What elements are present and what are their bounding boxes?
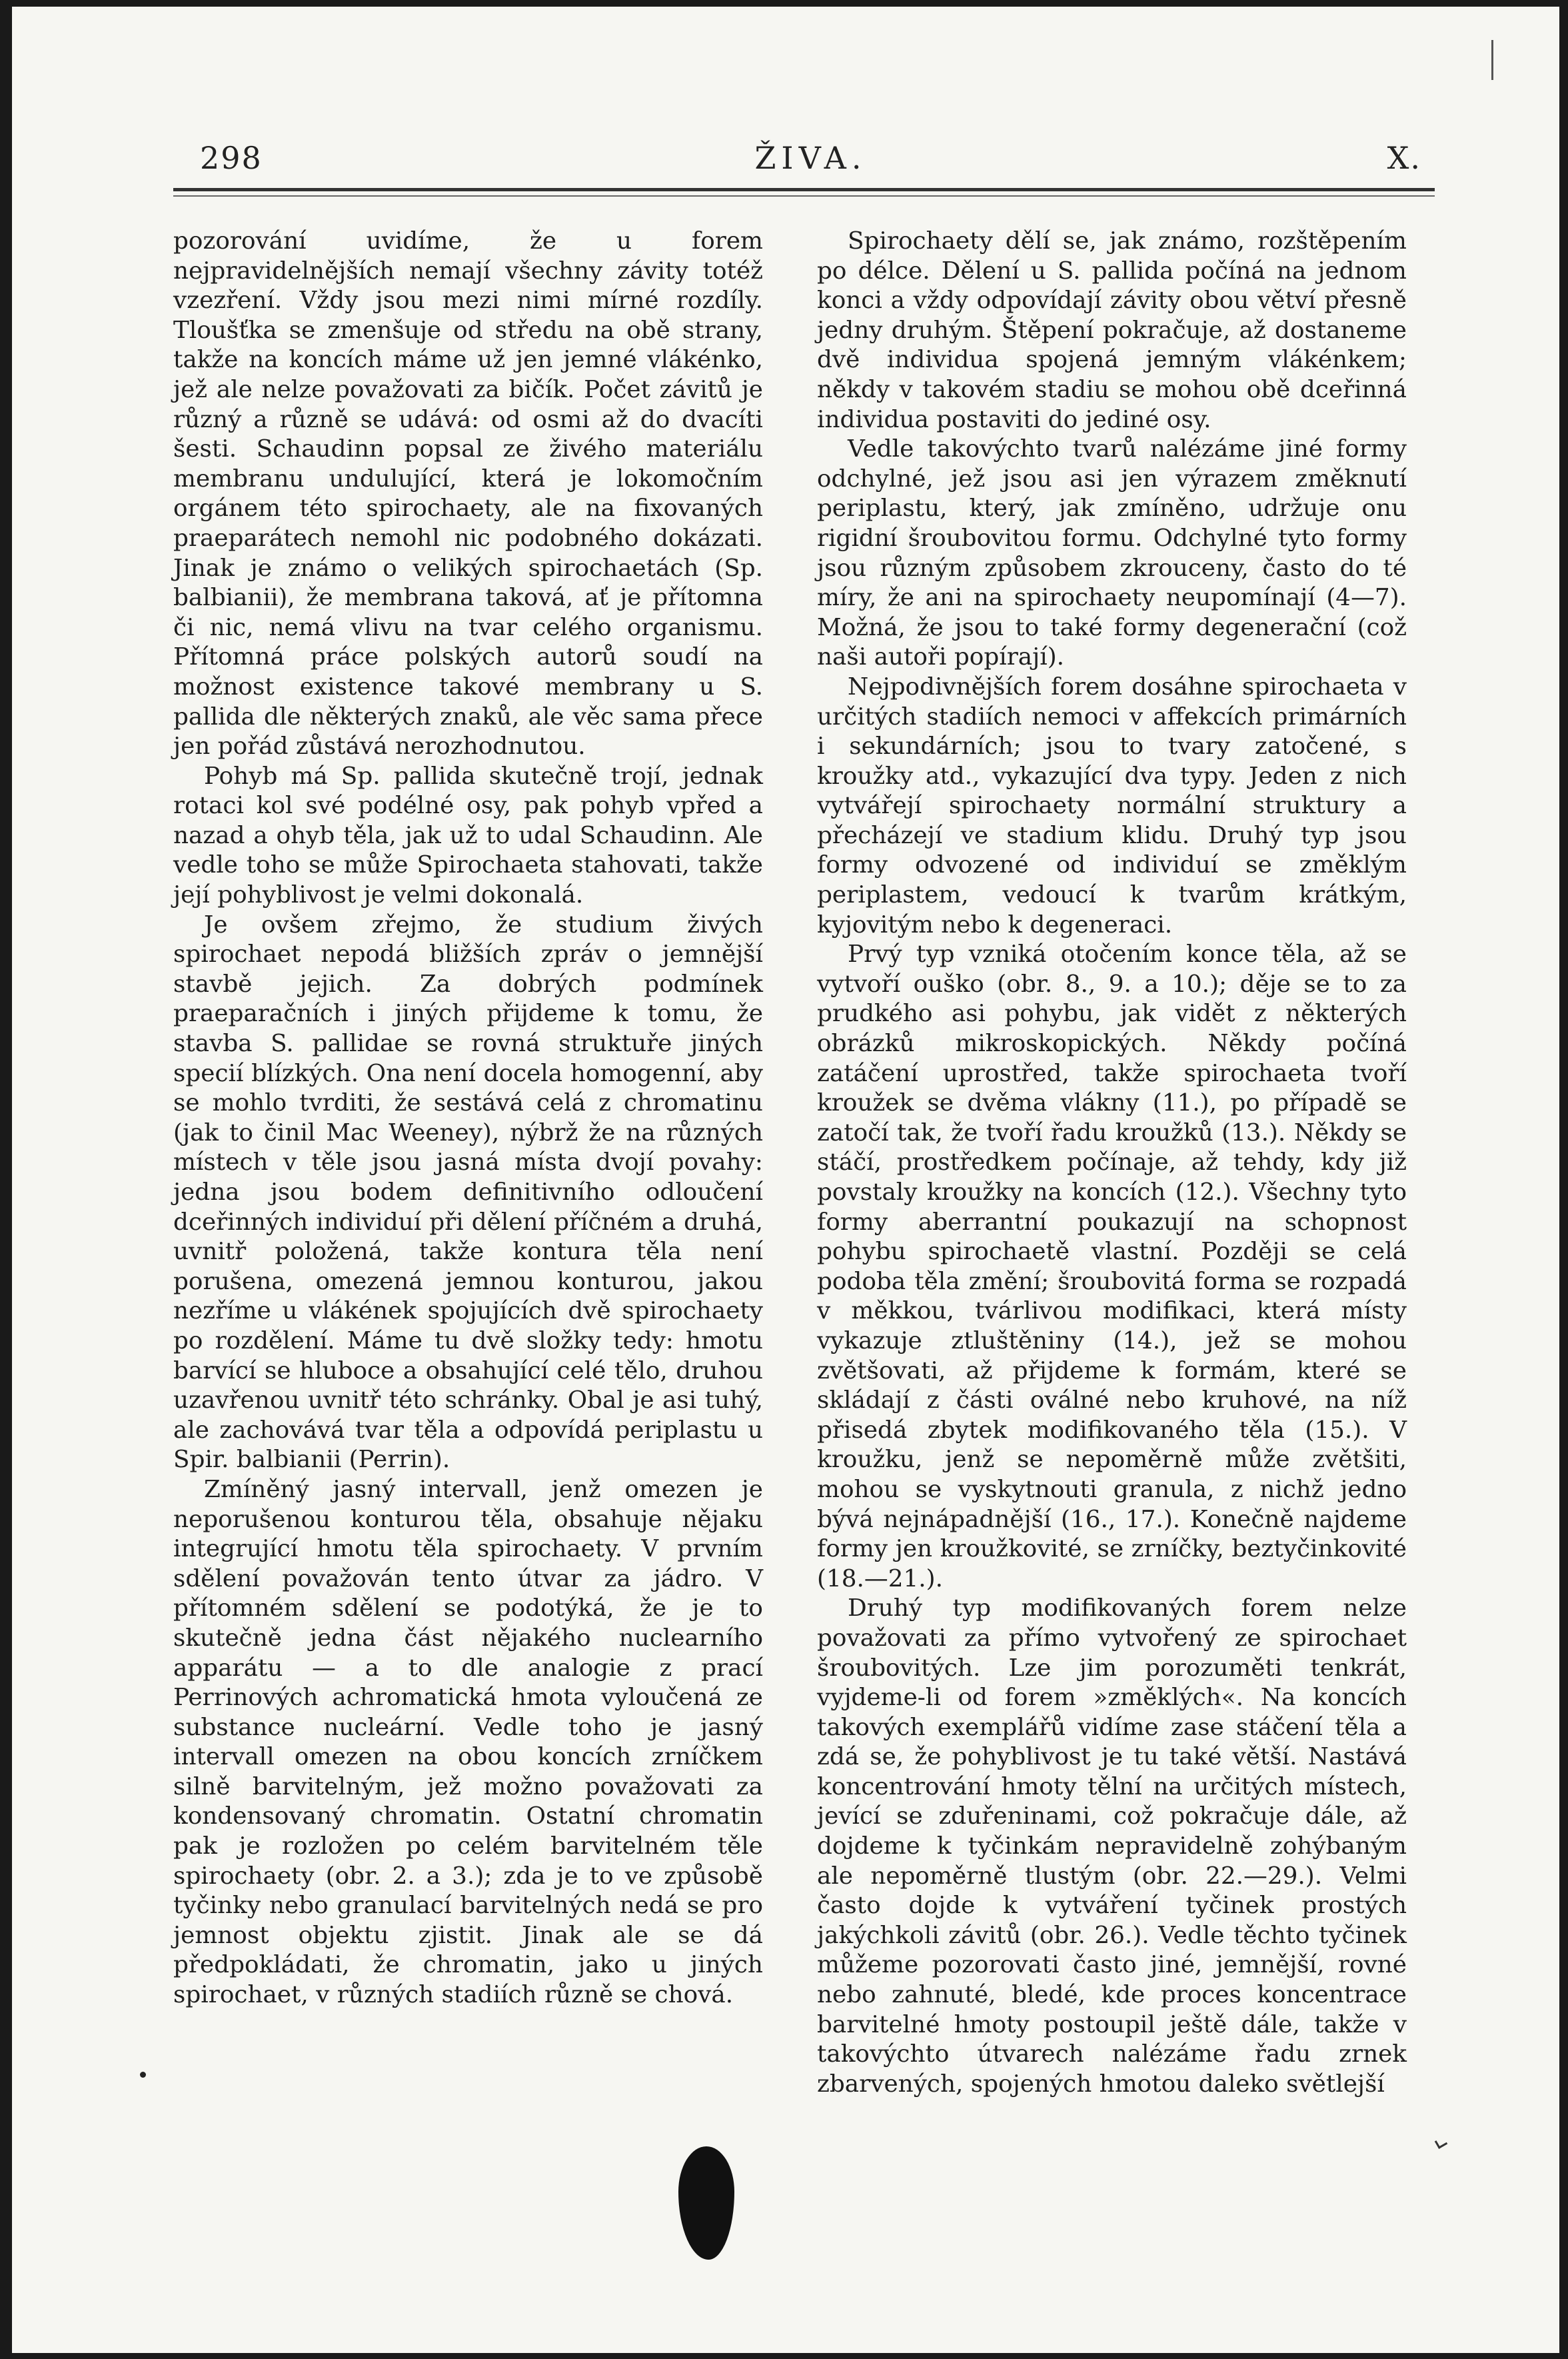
paragraph: Prvý typ vzniká otočením konce těla, až se vytvoří ouško (obr. 8., 9. a 10.); děje se to za prudkého asi pohybu, jak vidět z některých obrázků mikroskopických. Někdy počíná zatáčení uprostřed, takže spirochaeta tvoří kroužek se dvěma vlákny (11.), po případě se zatočí tak, že tvoří řadu kroužků (13.). Někdy se stáčí, prostředkem počínaje, až tehdy, kdy již povstaly kroužky na koncích (12.). Všechny tyto formy aberrantní poukazují na schopnost pohybu spirochaetě vlastní. Později se celá podoba těla změní; šroubovitá forma se rozpadá v měkkou, tvárlivou modifikaci, která místy vykazuje ztluštěniny (14.), jež se mohou zvětšovati, až přijdeme k formám, které se skládají z části oválné nebo kruhové, na níž přisedá zbytek modifikovaného těla (15.). V kroužku, jenž se nepoměrně může zvětšiti, mohou se vyskytnouti granula, z nichž jedno bývá nejnápadnější (16., 17.). Konečně najdeme formy jen kroužkovité, se zrníčky, beztyčinkovité (18.—21.). <box>817 941 1407 1592</box>
paragraph: Zmíněný jasný intervall, jenž omezen je neporušenou konturou těla, obsahuje nějaku integrující hmotu těla spirochaety. V prvním sdělení považován tento útvar za jádro. V přítomném sdělení se podotýká, že je to skutečně jedna část nějakého nuclearního apparátu — a to dle analogie z prací Perrinových achromatická hmota vyloučená ze substance nucleární. Vedle toho je jasný intervall omezen na obou koncích zrníčkem silně barvitelným, jež možno považovati za kondensovaný chromatin. Ostatní chromatin pak je rozložen po celém barvitelném těle spirochaety (obr. 2. a 3.); zda je to ve způsobě tyčinky nebo granulací barvitelných nedá se pro jemnost objektu zjistit. Jinak ale se dá předpokládati, že chromatin, jako u jiných spirochaet, v různých stadiích různě se chová. <box>173 1475 763 2009</box>
edge-mark <box>1491 40 1493 80</box>
paragraph: pozorování uvidíme, že u forem nejpravidelnějších nemají všechny závity totéž vzezření. Vždy jsou mezi nimi mírné rozdíly. Tloušťka se zmenšuje od středu na obě strany, takže na koncích máme už jen jemné vlákénko, jež ale nelze považovati za bičík. Počet závitů je různý a různě se udává: od osmi až do dvacíti šesti. Schaudinn popsal ze živého materiálu membranu undulující, která je lokomočním orgánem této spirochaety, ale na fixovaných praeparátech nemohl nic podobného dokázati. Jinak je známo o velikých spirochaetách (Sp. balbianii), že membrana taková, ať je přítomna či nic, nemá vlivu na tvar celého organismu. Přítomná práce polských autorů soudí na možnost existence takové membrany u S. pallida dle některých znaků, ale věc sama přece jen pořád zůstává nerozhodnutou. <box>173 227 763 761</box>
volume-number: X. <box>1387 140 1421 176</box>
header-rule-thin <box>173 195 1435 197</box>
running-header <box>200 140 1421 193</box>
page-number: 298 <box>200 140 263 176</box>
paragraph: Vedle takovýchto tvarů nalézáme jiné formy odchylné, jež jsou asi jen výrazem změknutí periplastu, který, jak zmíněno, udržuje onu rigidní šroubovitou formu. Odchylné tyto formy jsou různým způsobem zkrouceny, často do té míry, že ani na spirochaety neupomínají (4—7). Možná, že jsou to také formy degenerační (což naši autoři popírají). <box>817 435 1407 671</box>
paragraph: Je ovšem zřejmo, že studium živých spirochaet nepodá bližších zpráv o jemnější stavbě jejich. Za dobrých podmínek praeparačních i jiných přijdeme k tomu, že stavba S. pallidae se rovná struktuře jiných specií blízkých. Ona není docela homogenní, aby se mohlo tvrditi, že sestává celá z chromatinu (jak to činil Mac Weeney), nýbrž že na různých místech v těle jsou jasná místa dvojí povahy: jedna jsou bodem definitivního odloučení dceřinných individuí při dělení příčném a druhá, uvnitř položená, takže kontura těla není porušena, omezená jemnou konturou, jakou nezříme u vlákének spojujících dvě spirochaety po rozdělení. Máme tu dvě složky tedy: hmotu barvící se hluboce a obsahující celé tělo, druhou uzavřenou uvnitř této schránky. Obal je asi tuhý, ale zachovává tvar těla a odpovídá periplastu u Spir. balbianii (Perrin). <box>173 911 763 1474</box>
header-rule-thick <box>173 188 1435 191</box>
journal-title: ŽIVA. <box>754 140 867 176</box>
right-column <box>817 227 1407 2099</box>
left-column <box>173 227 763 2010</box>
paragraph: Druhý typ modifikovaných forem nelze považovati za přímo vytvořený ze spirochaet šroubovitých. Lze jim porozuměti tenkrát, vyjdeme-li od forem »změklých«. Na koncích takových exemplářů vidíme zase stáčení těla a zdá se, že pohyblivost je tu také větší. Nastává koncentrování hmoty tělní na určitých místech, jevící se zduřeninami, což pokračuje dále, až dojdeme k tyčinkám nepravidelně zohýbaným ale nepoměrně tlustým (obr. 22.—29.). Velmi často dojde k vytváření tyčinek prostých jakýchkoli závitů (obr. 26.). Vedle těchto tyčinek můžeme pozorovati často jiné, jemnější, rovné nebo zahnuté, bledé, kde proces koncentrace barvitelné hmoty postoupil ještě dále, takže v takovýchto útvarech nalézáme řadu zrnek zbarvených, spojených hmotou daleko světlejší <box>817 1594 1407 2098</box>
margin-dot <box>140 2072 146 2078</box>
paragraph: Pohyb má Sp. pallida skutečně trojí, jednak rotaci kol své podélné osy, pak pohyb vpřed a nazad a ohyb těla, jak už to udal Schaudinn. Ale vedle toho se může Spirochaeta stahovati, takže její pohyblivost je velmi dokonalá. <box>173 762 763 909</box>
paragraph: Nejpodivnějších forem dosáhne spirochaeta v určitých stadiích nemoci v affekcích primárních i sekundárních; jsou to tvary zatočené, s kroužky atd., vykazující dva typy. Jeden z nich vytvářejí spirochaety normální struktury a přecházejí ve stadium klidu. Druhý typ jsou formy odvozené od individuí se změklým periplastem, vedoucí k tvarům krátkým, kyjovitým nebo k degeneraci. <box>817 673 1407 939</box>
paragraph: Spirochaety dělí se, jak známo, rozštěpením po délce. Dělení u S. pallida počíná na jednom konci a vždy odpovídají závity obou větví přesně jedny druhým. Štěpení pokračuje, až dostaneme dvě individua spojená jemným vlákénkem; někdy v takovém stadiu se mohou obě dceřinná individua postaviti do jediné osy. <box>817 227 1407 433</box>
